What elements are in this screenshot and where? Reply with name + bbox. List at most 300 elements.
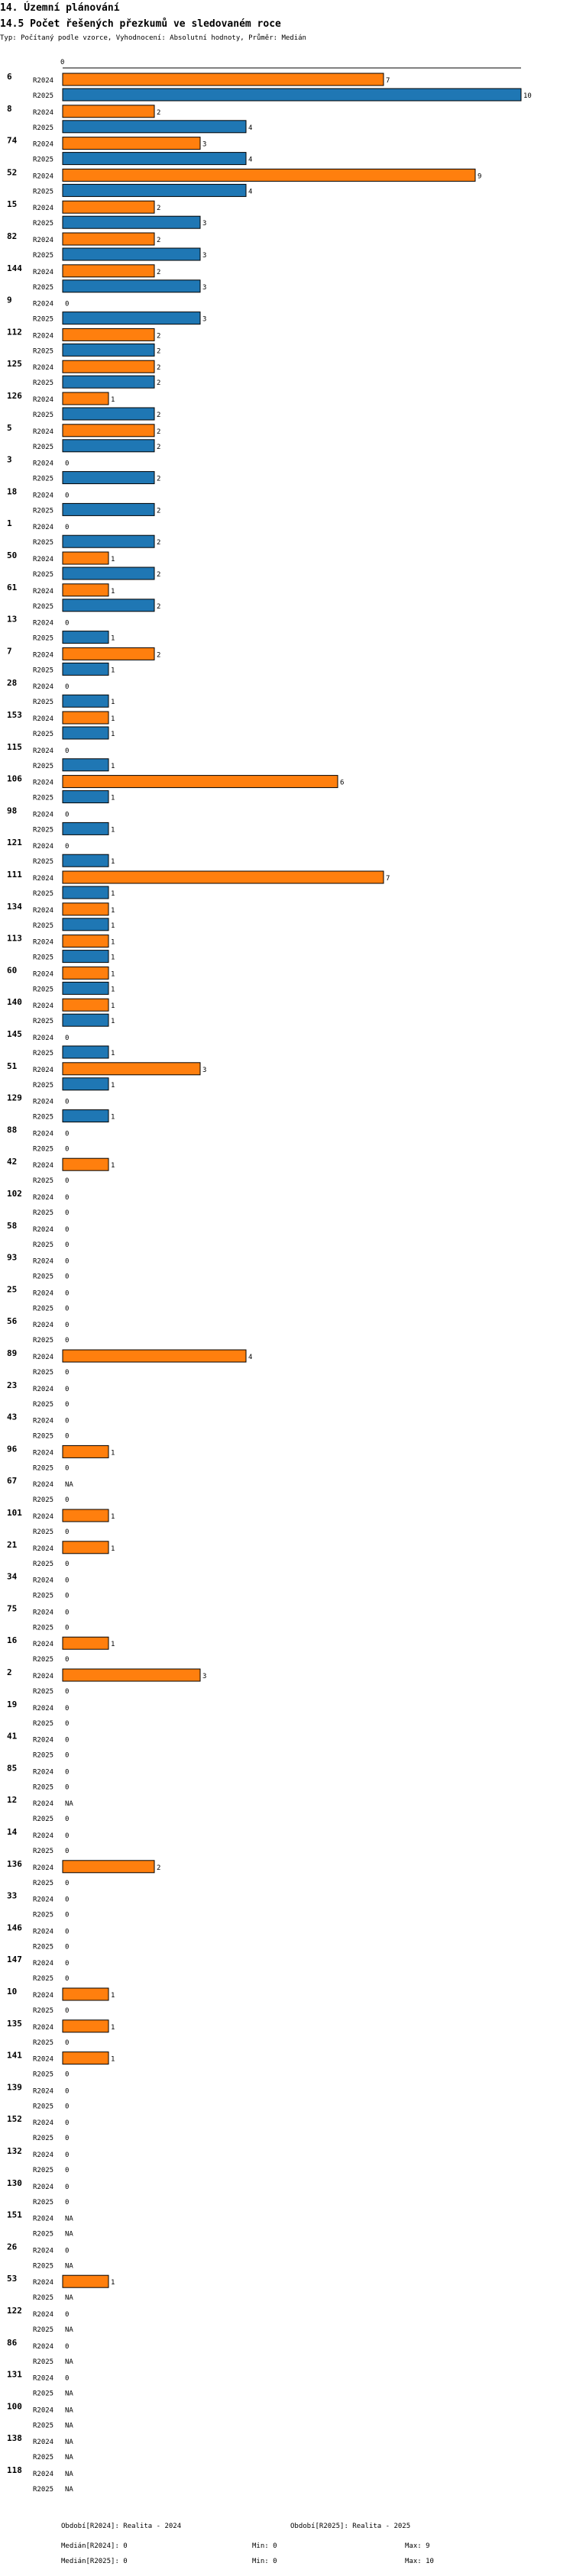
bar <box>63 822 108 834</box>
bar <box>63 535 154 547</box>
series-label: R2024 <box>33 1673 54 1680</box>
series-label: R2024 <box>33 1992 54 2000</box>
data-label: 0 <box>65 1975 70 1984</box>
series-label: R2025 <box>33 1273 54 1281</box>
bar <box>63 73 384 86</box>
series-label: R2025 <box>33 156 54 164</box>
series-label: R2024 <box>33 1704 54 1712</box>
data-label: 1 <box>111 906 115 915</box>
data-label: 1 <box>111 938 115 947</box>
data-label: 0 <box>65 1098 70 1106</box>
series-label: R2025 <box>33 954 54 962</box>
series-label: R2025 <box>33 1911 54 1919</box>
data-label: 0 <box>65 1145 70 1154</box>
category-label: 147 <box>7 1955 22 1965</box>
category-label: 88 <box>7 1125 18 1135</box>
data-label: 0 <box>65 2071 70 2079</box>
legend-period-r2025: Období[R2025]: Realita - 2025 <box>290 2523 411 2530</box>
data-label: 1 <box>111 794 115 802</box>
series-label: R2024 <box>33 1481 54 1490</box>
bar <box>63 344 154 356</box>
data-label: 0 <box>65 1385 70 1393</box>
series-label: R2025 <box>33 443 54 451</box>
x-tick-label: 0 <box>60 59 65 66</box>
stat-r2025-max: Max: 10 <box>405 2558 434 2565</box>
category-label: 125 <box>7 359 22 370</box>
series-label: R2024 <box>33 108 54 117</box>
data-label: 0 <box>65 1751 70 1760</box>
category-label: 14 <box>7 1827 18 1837</box>
bar <box>63 233 154 245</box>
series-label: R2025 <box>33 699 54 707</box>
data-label: 1 <box>111 715 115 723</box>
bar <box>63 567 154 579</box>
bar <box>63 1637 108 1649</box>
data-label: 1 <box>111 986 115 994</box>
series-label: R2024 <box>33 1130 54 1138</box>
data-label: 1 <box>111 1002 115 1011</box>
series-label: R2024 <box>33 300 54 308</box>
bar <box>63 776 338 788</box>
series-label: R2025 <box>33 507 54 515</box>
data-label: 1 <box>111 1992 115 2000</box>
bar <box>63 1158 108 1170</box>
series-label: R2024 <box>33 715 54 723</box>
data-label: NA <box>65 2294 73 2303</box>
data-label: 0 <box>65 1943 70 1951</box>
series-label: R2024 <box>33 1896 54 1904</box>
category-label: 1 <box>7 518 12 529</box>
stat-r2025-median: Medián[R2025]: 0 <box>61 2558 128 2565</box>
series-label: R2024 <box>33 1417 54 1425</box>
category-label: 61 <box>7 582 18 592</box>
series-label: R2025 <box>33 2198 54 2206</box>
data-label: 1 <box>111 2023 115 2032</box>
data-label: 2 <box>157 475 161 483</box>
category-label: 140 <box>7 997 22 1008</box>
data-label: 1 <box>111 1050 115 1057</box>
stat-r2025-min: Min: 0 <box>252 2558 277 2565</box>
bar <box>63 328 154 341</box>
series-label: R2024 <box>33 140 54 149</box>
data-label: 9 <box>478 173 482 181</box>
category-label: 85 <box>7 1763 18 1774</box>
series-label: R2024 <box>33 237 54 244</box>
series-label: R2025 <box>33 731 54 738</box>
series-label: R2025 <box>33 1496 54 1505</box>
data-label: 1 <box>111 1081 115 1089</box>
category-label: 112 <box>7 327 22 337</box>
series-label: R2025 <box>33 2039 54 2047</box>
series-label: R2024 <box>33 843 54 851</box>
category-label: 5 <box>7 422 12 433</box>
series-label: R2024 <box>33 2247 54 2255</box>
series-label: R2025 <box>33 539 54 547</box>
series-label: R2024 <box>33 1002 54 1011</box>
data-label: 0 <box>65 2007 70 2015</box>
category-label: 34 <box>7 1571 18 1582</box>
category-label: 151 <box>7 2210 22 2220</box>
series-label: R2024 <box>33 2407 54 2415</box>
category-label: 51 <box>7 1060 18 1071</box>
data-label: NA <box>65 2262 73 2271</box>
bar <box>63 89 521 101</box>
series-label: R2024 <box>33 1066 54 1074</box>
series-label: R2024 <box>33 875 54 883</box>
series-label: R2025 <box>33 2454 54 2462</box>
bar <box>63 584 108 596</box>
series-label: R2025 <box>33 1337 54 1345</box>
data-label: 3 <box>202 252 207 260</box>
bar <box>63 1014 108 1026</box>
bar <box>63 312 200 324</box>
series-label: R2025 <box>33 1688 54 1696</box>
data-label: 1 <box>111 556 115 563</box>
series-label: R2025 <box>33 379 54 388</box>
category-label: 113 <box>7 933 22 944</box>
series-label: R2025 <box>33 1018 54 1026</box>
series-label: R2024 <box>33 1864 54 1872</box>
data-label: 3 <box>202 283 207 292</box>
series-label: R2025 <box>33 188 54 196</box>
series-label: R2025 <box>33 762 54 770</box>
series-label: R2025 <box>33 252 54 260</box>
series-label: R2024 <box>33 1609 54 1617</box>
data-label: 0 <box>65 1257 70 1266</box>
category-label: 2 <box>7 1667 12 1677</box>
data-label: 1 <box>111 1513 115 1521</box>
series-label: R2025 <box>33 2007 54 2015</box>
data-label: 0 <box>65 2198 70 2206</box>
bar <box>63 1078 108 1090</box>
series-label: R2024 <box>33 2152 54 2159</box>
data-label: 0 <box>65 2342 70 2351</box>
bar <box>63 280 200 292</box>
data-label: 0 <box>65 2152 70 2159</box>
bar <box>63 216 200 228</box>
series-label: R2025 <box>33 1369 54 1377</box>
series-label: R2024 <box>33 1641 54 1649</box>
data-label: 4 <box>248 124 253 132</box>
data-label: 0 <box>65 1290 70 1298</box>
data-label: 0 <box>65 2087 70 2096</box>
data-label: 1 <box>111 1641 115 1649</box>
bar <box>63 201 154 213</box>
data-label: 0 <box>65 1417 70 1425</box>
category-label: 41 <box>7 1731 18 1742</box>
category-label: 86 <box>7 2337 18 2348</box>
category-label: 89 <box>7 1348 18 1358</box>
category-label: 25 <box>7 1284 18 1295</box>
data-label: 0 <box>65 1130 70 1138</box>
bar <box>63 169 475 181</box>
category-label: 111 <box>7 870 22 880</box>
data-label: 2 <box>157 443 161 451</box>
series-label: R2024 <box>33 524 54 532</box>
series-label: R2024 <box>33 1928 54 1936</box>
data-label: NA <box>65 2407 73 2415</box>
bar <box>63 472 154 484</box>
data-label: 1 <box>111 922 115 930</box>
data-label: 0 <box>65 1928 70 1936</box>
bar <box>63 1541 108 1554</box>
bar <box>63 2052 108 2064</box>
data-label: 3 <box>202 315 207 324</box>
category-label: 53 <box>7 2274 18 2284</box>
data-label: 1 <box>111 954 115 962</box>
bar <box>63 1509 108 1522</box>
series-label: R2024 <box>33 906 54 915</box>
chart-title: 14.5 Počet řešených přezkumů ve sledovaném roce <box>0 18 281 30</box>
series-label: R2025 <box>33 412 54 419</box>
series-label: R2024 <box>33 1800 54 1809</box>
data-label: 0 <box>65 2247 70 2255</box>
series-label: R2025 <box>33 858 54 867</box>
data-label: 2 <box>157 651 161 660</box>
bar <box>63 503 154 515</box>
series-label: R2024 <box>33 1098 54 1106</box>
data-label: 0 <box>65 1960 70 1968</box>
bar <box>63 886 108 899</box>
category-label: 42 <box>7 1157 18 1167</box>
series-label: R2025 <box>33 2486 54 2494</box>
series-label: R2025 <box>33 2103 54 2111</box>
category-label: 26 <box>7 2242 18 2252</box>
data-label: 0 <box>65 2119 70 2128</box>
data-label: 0 <box>65 1400 70 1409</box>
category-label: 146 <box>7 1922 22 1933</box>
category-label: 50 <box>7 550 18 560</box>
data-label: 0 <box>65 1911 70 1919</box>
series-label: R2024 <box>33 364 54 373</box>
bar <box>63 121 246 133</box>
bar <box>63 935 108 947</box>
category-label: 19 <box>7 1699 18 1709</box>
bar <box>63 871 384 883</box>
category-label: 135 <box>7 2018 22 2029</box>
series-label: R2025 <box>33 1081 54 1089</box>
series-label: R2024 <box>33 2471 54 2478</box>
category-label: 9 <box>7 295 12 305</box>
series-label: R2025 <box>33 1656 54 1664</box>
data-label: 0 <box>65 1848 70 1855</box>
series-label: R2024 <box>33 2087 54 2096</box>
bar <box>63 392 108 405</box>
bar <box>63 360 154 373</box>
category-label: 23 <box>7 1380 18 1390</box>
category-label: 74 <box>7 135 18 146</box>
series-label: R2024 <box>33 460 54 468</box>
data-label: 0 <box>65 1035 70 1042</box>
series-label: R2025 <box>33 1305 54 1313</box>
category-label: 126 <box>7 391 22 401</box>
series-label: R2024 <box>33 2374 54 2383</box>
series-label: R2025 <box>33 2326 54 2334</box>
series-label: R2025 <box>33 2262 54 2271</box>
data-label: 0 <box>65 1736 70 1745</box>
bar <box>63 2020 108 2032</box>
chart-subtitle: Typ: Počítaný podle vzorce, Vyhodnocení: Absolutní hodnoty, Průměr: Medián <box>0 34 306 42</box>
bar <box>63 727 108 739</box>
data-label: 2 <box>157 1864 161 1872</box>
series-label: R2025 <box>33 1816 54 1824</box>
series-label: R2024 <box>33 1960 54 1968</box>
bar <box>63 663 108 675</box>
series-label: R2025 <box>33 2167 54 2174</box>
series-label: R2025 <box>33 1528 54 1536</box>
category-label: 52 <box>7 167 18 178</box>
data-label: 3 <box>202 140 207 149</box>
bar <box>63 647 154 660</box>
data-label: 1 <box>111 2055 115 2064</box>
series-label: R2025 <box>33 2071 54 2079</box>
data-label: 2 <box>157 602 161 611</box>
series-label: R2024 <box>33 938 54 947</box>
bar <box>63 1110 108 1122</box>
category-label: 141 <box>7 2050 22 2061</box>
series-label: R2024 <box>33 1225 54 1234</box>
data-label: NA <box>65 2471 73 2478</box>
bar <box>63 712 108 724</box>
data-label: NA <box>65 2422 73 2430</box>
category-label: 121 <box>7 838 22 848</box>
bar <box>63 440 154 452</box>
category-label: 43 <box>7 1412 18 1422</box>
data-label: 0 <box>65 2374 70 2383</box>
category-label: 8 <box>7 103 12 114</box>
series-label: R2024 <box>33 332 54 341</box>
series-label: R2024 <box>33 587 54 596</box>
series-label: R2025 <box>33 1241 54 1249</box>
data-label: 2 <box>157 571 161 579</box>
bar <box>63 105 154 118</box>
category-label: 28 <box>7 678 18 689</box>
data-label: 0 <box>65 2311 70 2319</box>
series-label: R2025 <box>33 1848 54 1855</box>
series-label: R2024 <box>33 1736 54 1745</box>
category-label: 106 <box>7 773 22 784</box>
data-label: NA <box>65 2230 73 2239</box>
data-label: 0 <box>65 619 70 628</box>
data-label: NA <box>65 2390 73 2398</box>
data-label: 1 <box>111 1449 115 1457</box>
data-label: 0 <box>65 1225 70 1234</box>
category-label: 134 <box>7 901 22 912</box>
data-label: 3 <box>202 220 207 228</box>
data-label: 0 <box>65 1832 70 1840</box>
series-label: R2025 <box>33 667 54 675</box>
data-label: 1 <box>111 667 115 675</box>
series-label: R2024 <box>33 1768 54 1777</box>
data-label: NA <box>65 2439 73 2447</box>
category-label: 33 <box>7 1890 18 1901</box>
series-label: R2024 <box>33 396 54 404</box>
series-label: R2025 <box>33 1145 54 1154</box>
series-label: R2025 <box>33 890 54 898</box>
bar <box>63 999 108 1011</box>
data-label: 0 <box>65 1177 70 1186</box>
category-label: 136 <box>7 1858 22 1869</box>
data-label: 2 <box>157 268 161 276</box>
series-label: R2024 <box>33 1035 54 1042</box>
category-label: 16 <box>7 1635 18 1646</box>
series-label: R2025 <box>33 2390 54 2398</box>
series-label: R2025 <box>33 602 54 611</box>
series-label: R2024 <box>33 173 54 181</box>
data-label: 0 <box>65 1704 70 1712</box>
data-label: 1 <box>111 396 115 404</box>
bar <box>63 1063 200 1075</box>
category-label: 131 <box>7 2369 22 2380</box>
data-label: 2 <box>157 428 161 436</box>
data-label: 0 <box>65 1337 70 1345</box>
data-label: 1 <box>111 890 115 898</box>
series-label: R2025 <box>33 1719 54 1728</box>
series-label: R2025 <box>33 1975 54 1984</box>
bar <box>63 903 108 915</box>
data-label: 2 <box>157 332 161 341</box>
bar <box>63 854 108 867</box>
data-label: 0 <box>65 524 70 532</box>
series-label: R2024 <box>33 651 54 660</box>
data-label: 0 <box>65 492 70 500</box>
page-title: 14. Územní plánování <box>0 2 120 14</box>
data-label: 0 <box>65 1592 70 1600</box>
series-label: R2024 <box>33 205 54 213</box>
data-label: 0 <box>65 1464 70 1473</box>
data-label: 0 <box>65 1768 70 1777</box>
data-label: 0 <box>65 1784 70 1792</box>
category-label: 122 <box>7 2306 22 2316</box>
series-label: R2024 <box>33 556 54 563</box>
series-label: R2025 <box>33 634 54 643</box>
data-label: 10 <box>523 92 532 100</box>
series-label: R2025 <box>33 2230 54 2239</box>
series-label: R2025 <box>33 826 54 834</box>
category-label: 82 <box>7 231 18 241</box>
series-label: R2025 <box>33 571 54 579</box>
data-label: 0 <box>65 1273 70 1281</box>
bar <box>63 759 108 771</box>
series-label: R2025 <box>33 1177 54 1186</box>
series-label: R2024 <box>33 1354 54 1361</box>
series-label: R2024 <box>33 1290 54 1298</box>
series-label: R2024 <box>33 2279 54 2287</box>
category-label: 67 <box>7 1476 18 1487</box>
data-label: 0 <box>65 300 70 308</box>
category-label: 118 <box>7 2465 22 2475</box>
series-label: R2024 <box>33 2342 54 2351</box>
series-label: R2024 <box>33 2183 54 2191</box>
data-label: 0 <box>65 811 70 819</box>
series-label: R2025 <box>33 347 54 356</box>
series-label: R2025 <box>33 315 54 324</box>
series-label: R2025 <box>33 1209 54 1217</box>
data-label: 1 <box>111 634 115 643</box>
data-label: 1 <box>111 1113 115 1122</box>
data-label: 3 <box>202 1066 207 1074</box>
category-label: 56 <box>7 1316 18 1327</box>
data-label: 2 <box>157 539 161 547</box>
category-label: 58 <box>7 1220 18 1231</box>
category-label: 152 <box>7 2114 22 2125</box>
data-label: 6 <box>340 779 345 787</box>
series-label: R2024 <box>33 2023 54 2032</box>
data-label: 0 <box>65 1241 70 1249</box>
data-label: 0 <box>65 1496 70 1505</box>
data-label: 1 <box>111 970 115 979</box>
bar <box>63 376 154 388</box>
